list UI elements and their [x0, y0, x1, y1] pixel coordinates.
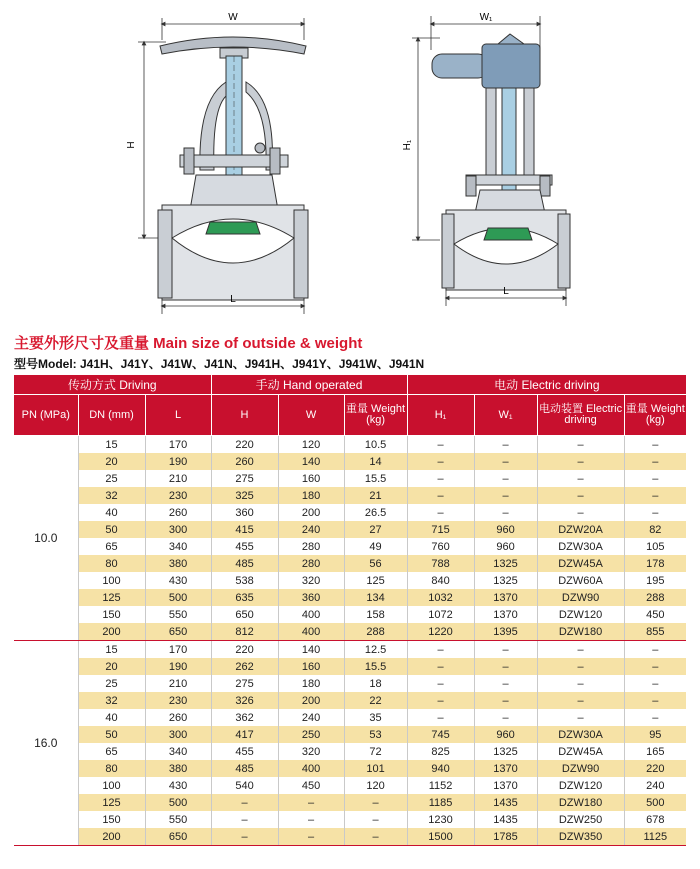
table-row — [14, 436, 686, 454]
table-cell: – — [624, 470, 686, 487]
table-cell: 170 — [145, 436, 211, 454]
table-row — [14, 828, 686, 846]
table-cell: 65 — [78, 538, 145, 555]
table-cell: 230 — [145, 487, 211, 504]
table-cell: 260 — [145, 709, 211, 726]
table-cell: 195 — [624, 572, 686, 589]
table-cell: – — [344, 811, 407, 828]
table-cell: 960 — [474, 538, 537, 555]
table-cell: 280 — [278, 555, 344, 572]
table-cell: 200 — [78, 828, 145, 846]
table-cell: 15.5 — [344, 658, 407, 675]
table-cell: 1370 — [474, 589, 537, 606]
table-cell: 326 — [211, 692, 278, 709]
table-cell: 400 — [278, 606, 344, 623]
table-cell: 22 — [344, 692, 407, 709]
table-cell: DZW30A — [537, 538, 624, 555]
table-cell: 340 — [145, 743, 211, 760]
table-cell: 80 — [78, 555, 145, 572]
table-row — [14, 675, 686, 692]
table-cell: 550 — [145, 606, 211, 623]
table-row — [14, 572, 686, 589]
table-cell: 210 — [145, 675, 211, 692]
electric-length-label: L — [503, 286, 509, 297]
table-cell: – — [537, 487, 624, 504]
table-cell: 50 — [78, 521, 145, 538]
table-cell: 340 — [145, 538, 211, 555]
table-cell: – — [624, 692, 686, 709]
table-cell: 18 — [344, 675, 407, 692]
table-cell: – — [407, 641, 474, 659]
table-cell: 1370 — [474, 777, 537, 794]
table-row — [14, 504, 686, 521]
table-cell: 1395 — [474, 623, 537, 641]
table-cell: – — [537, 692, 624, 709]
table-cell: DZW90 — [537, 760, 624, 777]
table-cell: 100 — [78, 777, 145, 794]
table-cell: 455 — [211, 743, 278, 760]
table-cell: DZW45A — [537, 743, 624, 760]
table-cell: – — [278, 811, 344, 828]
table-cell: 180 — [278, 487, 344, 504]
table-cell: 49 — [344, 538, 407, 555]
table-cell: 1032 — [407, 589, 474, 606]
table-cell: – — [407, 675, 474, 692]
table-cell: – — [407, 692, 474, 709]
table-cell: – — [537, 709, 624, 726]
table-row — [14, 606, 686, 623]
table-cell: DZW180 — [537, 623, 624, 641]
table-cell: 200 — [278, 504, 344, 521]
table-cell: – — [474, 453, 537, 470]
table-cell: 380 — [145, 555, 211, 572]
table-cell: – — [474, 487, 537, 504]
table-row — [14, 453, 686, 470]
pn-cell: 10.0 — [14, 436, 78, 641]
table-cell: – — [407, 436, 474, 454]
table-cell: 960 — [474, 726, 537, 743]
table-cell: 140 — [278, 641, 344, 659]
table-cell: 20 — [78, 658, 145, 675]
table-cell: 21 — [344, 487, 407, 504]
table-cell: 275 — [211, 470, 278, 487]
table-cell: 15 — [78, 641, 145, 659]
table-cell: 50 — [78, 726, 145, 743]
table-cell: – — [211, 794, 278, 811]
table-cell: 160 — [278, 658, 344, 675]
table-cell: 240 — [624, 777, 686, 794]
table-cell: 125 — [78, 794, 145, 811]
table-cell: 455 — [211, 538, 278, 555]
table-cell: 32 — [78, 692, 145, 709]
table-cell: – — [624, 675, 686, 692]
table-cell: – — [624, 487, 686, 504]
table-row — [14, 811, 686, 828]
table-cell: 1072 — [407, 606, 474, 623]
table-cell: 1230 — [407, 811, 474, 828]
model-line: 型号Model: J41H、J41Y、J41W、J41N、J941H、J941Y、J941W、J941N — [14, 357, 425, 371]
table-row — [14, 521, 686, 538]
column-header: DN (mm) — [78, 395, 145, 436]
table-cell: 35 — [344, 709, 407, 726]
table-cell: 745 — [407, 726, 474, 743]
table-cell: 27 — [344, 521, 407, 538]
table-cell: 160 — [278, 470, 344, 487]
table-cell: 812 — [211, 623, 278, 641]
column-header: H₁ — [407, 395, 474, 436]
column-header: 重量 Weight (kg) — [344, 395, 407, 436]
table-cell: – — [624, 709, 686, 726]
table-cell: DZW20A — [537, 521, 624, 538]
table-cell: 170 — [145, 641, 211, 659]
table-cell: 380 — [145, 760, 211, 777]
table-cell: 105 — [624, 538, 686, 555]
table-cell: 53 — [344, 726, 407, 743]
table-cell: 288 — [624, 589, 686, 606]
table-cell: 650 — [145, 828, 211, 846]
table-cell: 500 — [145, 794, 211, 811]
electric-valve-drawing — [402, 12, 570, 306]
table-cell: 1435 — [474, 811, 537, 828]
manual-valve-drawing — [126, 12, 308, 314]
table-cell: 14 — [344, 453, 407, 470]
table-cell: 220 — [624, 760, 686, 777]
table-row — [14, 658, 686, 675]
table-cell: 200 — [78, 623, 145, 641]
electric-width-label: W₁ — [479, 12, 493, 23]
table-cell: 220 — [211, 641, 278, 659]
valve-drawings — [0, 0, 700, 320]
table-cell: 360 — [278, 589, 344, 606]
table-cell: 180 — [278, 675, 344, 692]
table-cell: – — [407, 658, 474, 675]
table-cell: – — [537, 675, 624, 692]
table-cell: – — [474, 504, 537, 521]
table-cell: 101 — [344, 760, 407, 777]
table-cell: 80 — [78, 760, 145, 777]
table-row — [14, 555, 686, 572]
table-cell: – — [474, 436, 537, 454]
manual-height-label: H — [126, 141, 137, 149]
table-cell: 200 — [278, 692, 344, 709]
table-cell: – — [474, 709, 537, 726]
table-cell: – — [624, 658, 686, 675]
column-header: H — [211, 395, 278, 436]
table-cell: 280 — [278, 538, 344, 555]
table-cell: 415 — [211, 521, 278, 538]
table-cell: 275 — [211, 675, 278, 692]
table-cell: 190 — [145, 658, 211, 675]
table-cell: 400 — [278, 760, 344, 777]
table-cell: – — [624, 453, 686, 470]
table-cell: 1370 — [474, 606, 537, 623]
table-cell: 40 — [78, 504, 145, 521]
table-cell: – — [624, 641, 686, 659]
table-cell: 430 — [145, 777, 211, 794]
table-cell: – — [537, 470, 624, 487]
table-cell: 320 — [278, 572, 344, 589]
table-cell: 150 — [78, 811, 145, 828]
table-cell: 178 — [624, 555, 686, 572]
table-cell: 325 — [211, 487, 278, 504]
table-cell: 40 — [78, 709, 145, 726]
table-cell: 120 — [278, 436, 344, 454]
table-cell: – — [407, 504, 474, 521]
electric-height-label: H₁ — [402, 139, 413, 151]
table-cell: DZW350 — [537, 828, 624, 846]
table-cell: DZW250 — [537, 811, 624, 828]
table-cell: 760 — [407, 538, 474, 555]
table-cell: 450 — [624, 606, 686, 623]
table-cell: DZW30A — [537, 726, 624, 743]
table-cell: 430 — [145, 572, 211, 589]
group-hand: 手动 Hand operated — [211, 375, 407, 395]
table-cell: 485 — [211, 555, 278, 572]
table-cell: 125 — [78, 589, 145, 606]
table-cell: 140 — [278, 453, 344, 470]
table-cell: – — [474, 675, 537, 692]
table-row — [14, 692, 686, 709]
table-cell: 1500 — [407, 828, 474, 846]
table-cell: 960 — [474, 521, 537, 538]
spec-table — [14, 375, 686, 846]
table-row — [14, 470, 686, 487]
table-cell: 262 — [211, 658, 278, 675]
table-cell: 855 — [624, 623, 686, 641]
table-cell: 95 — [624, 726, 686, 743]
table-cell: – — [537, 504, 624, 521]
column-header: L — [145, 395, 211, 436]
table-cell: – — [537, 436, 624, 454]
table-cell: 100 — [78, 572, 145, 589]
table-cell: 538 — [211, 572, 278, 589]
manual-length-label: L — [230, 294, 236, 305]
table-cell: 500 — [145, 589, 211, 606]
table-cell: 840 — [407, 572, 474, 589]
column-header: W — [278, 395, 344, 436]
table-cell: 165 — [624, 743, 686, 760]
table-cell: 1435 — [474, 794, 537, 811]
table-cell: 1785 — [474, 828, 537, 846]
table-cell: DZW45A — [537, 555, 624, 572]
table-cell: 250 — [278, 726, 344, 743]
table-cell: 240 — [278, 709, 344, 726]
table-row — [14, 623, 686, 641]
table-cell: 134 — [344, 589, 407, 606]
table-cell: – — [211, 811, 278, 828]
table-cell: 15.5 — [344, 470, 407, 487]
table-cell: 400 — [278, 623, 344, 641]
group-electric: 电动 Electric driving — [407, 375, 686, 395]
table-row — [14, 794, 686, 811]
table-cell: – — [537, 641, 624, 659]
table-cell: 190 — [145, 453, 211, 470]
group-driving: 传动方式 Driving — [14, 375, 211, 395]
table-cell: DZW120 — [537, 777, 624, 794]
table-cell: 500 — [624, 794, 686, 811]
table-cell: 417 — [211, 726, 278, 743]
manual-width-label: W — [228, 12, 238, 23]
table-row — [14, 709, 686, 726]
table-cell: 678 — [624, 811, 686, 828]
table-cell: 550 — [145, 811, 211, 828]
table-cell: – — [537, 453, 624, 470]
table-cell: 72 — [344, 743, 407, 760]
table-cell: 650 — [211, 606, 278, 623]
table-row — [14, 743, 686, 760]
table-cell: 450 — [278, 777, 344, 794]
table-cell: – — [407, 470, 474, 487]
table-cell: 825 — [407, 743, 474, 760]
table-cell: – — [407, 487, 474, 504]
table-row — [14, 589, 686, 606]
table-cell: 1325 — [474, 555, 537, 572]
table-cell: 288 — [344, 623, 407, 641]
table-cell: 15 — [78, 436, 145, 454]
table-row — [14, 538, 686, 555]
table-row — [14, 760, 686, 777]
table-cell: 10.5 — [344, 436, 407, 454]
table-cell: – — [474, 658, 537, 675]
table-cell: 65 — [78, 743, 145, 760]
table-cell: 300 — [145, 726, 211, 743]
table-cell: 485 — [211, 760, 278, 777]
table-cell: 1220 — [407, 623, 474, 641]
table-cell: DZW180 — [537, 794, 624, 811]
table-cell: 125 — [344, 572, 407, 589]
table-cell: – — [624, 436, 686, 454]
table-cell: 56 — [344, 555, 407, 572]
table-cell: 320 — [278, 743, 344, 760]
table-cell: – — [474, 470, 537, 487]
table-cell: 230 — [145, 692, 211, 709]
table-cell: 362 — [211, 709, 278, 726]
table-cell: 25 — [78, 470, 145, 487]
table-cell: 540 — [211, 777, 278, 794]
column-header: PN (MPa) — [14, 395, 78, 436]
table-cell: 1185 — [407, 794, 474, 811]
table-row — [14, 641, 686, 659]
table-cell: 240 — [278, 521, 344, 538]
table-cell: 1325 — [474, 743, 537, 760]
table-cell: – — [278, 794, 344, 811]
table-cell: 25 — [78, 675, 145, 692]
table-cell: 260 — [145, 504, 211, 521]
section-title: 主要外形尺寸及重量 Main size of outside & weight — [14, 335, 363, 352]
table-cell: – — [211, 828, 278, 846]
table-cell: – — [407, 709, 474, 726]
spec-table-body — [14, 436, 686, 846]
table-cell: 1325 — [474, 572, 537, 589]
table-cell: 635 — [211, 589, 278, 606]
table-cell: 1152 — [407, 777, 474, 794]
table-cell: 210 — [145, 470, 211, 487]
table-cell: 940 — [407, 760, 474, 777]
table-cell: 788 — [407, 555, 474, 572]
table-cell: – — [474, 641, 537, 659]
table-cell: – — [624, 504, 686, 521]
table-row — [14, 487, 686, 504]
table-row — [14, 726, 686, 743]
table-cell: 300 — [145, 521, 211, 538]
table-cell: 650 — [145, 623, 211, 641]
table-cell: 260 — [211, 453, 278, 470]
table-cell: 715 — [407, 521, 474, 538]
table-cell: 82 — [624, 521, 686, 538]
table-cell: DZW90 — [537, 589, 624, 606]
table-cell: – — [344, 794, 407, 811]
table-cell: 120 — [344, 777, 407, 794]
table-cell: 26.5 — [344, 504, 407, 521]
table-cell: 12.5 — [344, 641, 407, 659]
table-cell: 158 — [344, 606, 407, 623]
table-cell: 32 — [78, 487, 145, 504]
table-cell: – — [537, 658, 624, 675]
table-cell: 360 — [211, 504, 278, 521]
column-header: 重量 Weight (kg) — [624, 395, 686, 436]
table-row — [14, 777, 686, 794]
table-cell: 20 — [78, 453, 145, 470]
pn-cell: 16.0 — [14, 641, 78, 846]
column-header: W₁ — [474, 395, 537, 436]
column-header: 电动装置 Electric driving — [537, 395, 624, 436]
table-cell: DZW60A — [537, 572, 624, 589]
table-cell: – — [407, 453, 474, 470]
table-cell: DZW120 — [537, 606, 624, 623]
table-cell: 220 — [211, 436, 278, 454]
table-cell: – — [474, 692, 537, 709]
table-cell: 150 — [78, 606, 145, 623]
table-cell: 1370 — [474, 760, 537, 777]
table-cell: – — [278, 828, 344, 846]
table-cell: – — [344, 828, 407, 846]
table-cell: 1125 — [624, 828, 686, 846]
